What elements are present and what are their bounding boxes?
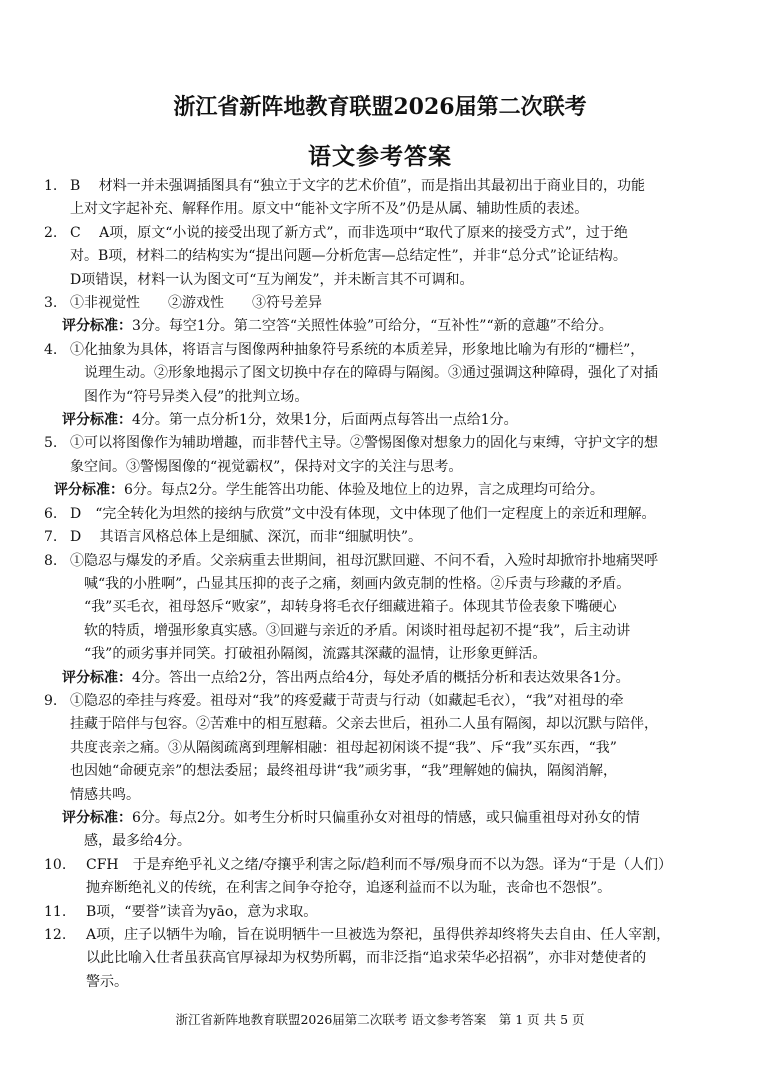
scoring-criteria bbox=[44, 479, 720, 502]
answer-item bbox=[44, 175, 720, 222]
answer-item bbox=[44, 339, 720, 409]
answer-line: 上对文字起补充、解释作用。原文中“能补文字所不及”仍是从属、辅助性质的表述。 bbox=[70, 201, 589, 218]
answer-line: ①可以将图像作为辅助增趣，而非替代主导。②警惕图像对想象力的固化与束缚，守护文字的想 bbox=[70, 435, 658, 452]
answer-line: ①隐忍的牵挂与疼爱。祖母对“我”的疼爱藏于苛责与行动（如藏起毛衣），“我”对祖母的牵 bbox=[70, 692, 624, 709]
answer-line: D “完全转化为坦然的接纳与欣赏”文中没有体现，文中体现了他们一定程度上的亲近和理解。 bbox=[70, 505, 656, 522]
answer-number: 4. bbox=[44, 341, 58, 358]
answer-item bbox=[44, 432, 720, 479]
answer-line: C A项，原文“小说的接受出现了新方式”，而非选项中“取代了原来的接受方式”，过于绝 bbox=[70, 224, 628, 241]
answer-item bbox=[44, 854, 720, 901]
scoring-criteria bbox=[44, 807, 720, 854]
answer-line: “我”买毛衣，祖母怒斥“败家”，却转身将毛衣仔细藏进箱子。体现其节俭表象下嘴硬心 bbox=[70, 599, 617, 616]
answer-number: 2. bbox=[44, 224, 58, 241]
scoring-text: 6分。每点2分。如考生分析时只偏重孙女对祖母的情感，或只偏重祖母对孙女的情 bbox=[132, 809, 640, 826]
answer-line: ①非视觉性 ②游戏性 ③符号差异 bbox=[70, 295, 322, 312]
scoring-criteria bbox=[44, 315, 720, 338]
answer-line: 象空间。③警惕图像的“视觉霸权”，保持对文字的关注与思考。 bbox=[70, 458, 463, 475]
scoring-text: 4分。答出一点给2分，答出两点给4分，每处矛盾的概括分析和表达效果各1分。 bbox=[132, 669, 630, 686]
answer-line: 图作为“符号异类入侵”的批判立场。 bbox=[70, 388, 309, 405]
answer-line bbox=[54, 479, 720, 502]
answer-item bbox=[44, 503, 720, 526]
scoring-label: 评分标准： bbox=[62, 809, 132, 826]
page-footer: 浙江省新阵地教育联盟2026届第二次联考 语文参考答案 第 1 页 共 5 页 bbox=[175, 1012, 585, 1027]
answer-line: B项，“要誉”读音为yāo，意为求取。 bbox=[86, 903, 318, 920]
scoring-label: 评分标准： bbox=[62, 318, 132, 335]
scoring-label: 评分标准： bbox=[62, 412, 132, 429]
scoring-label: 评分标准： bbox=[62, 669, 132, 686]
answer-line bbox=[62, 315, 720, 338]
answer-line: CFH 于是弃绝乎礼义之绪/夺攘乎利害之际/趋利而不辱/殒身而不以为怨。译为“于是（人们） bbox=[86, 856, 672, 873]
answer-number: 11. bbox=[44, 903, 67, 920]
answer-line: 也因她“命硬克亲”的想法委屈；最终祖母讲“我”顽劣事，“我”理解她的偏执，隔阂消解， bbox=[70, 763, 617, 780]
answer-number: 7. bbox=[44, 529, 58, 546]
answer-number: 9. bbox=[44, 692, 58, 709]
answer-line bbox=[62, 807, 720, 830]
answer-line: 喊“我的小胜啊”，凸显其压抑的丧子之痛，刻画内敛克制的性格。②斥责与珍藏的矛盾。 bbox=[70, 575, 631, 592]
answer-line: 以此比喻入仕者虽获高官厚禄却为权势所羁，而非泛指“追求荣华必招祸”，亦非对楚使者的 bbox=[86, 950, 647, 967]
doc-subtitle: 语文参考答案 bbox=[308, 143, 452, 170]
answer-line: D 其语言风格总体上是细腻、深沉，而非“细腻明快”。 bbox=[70, 529, 422, 546]
answer-list bbox=[44, 175, 720, 994]
answer-line: B 材料一并未强调插图具有“独立于文字的艺术价值”，而是指出其最初出于商业目的，功能 bbox=[70, 178, 646, 194]
answer-number: 8. bbox=[44, 552, 58, 569]
answer-line: 挂藏于陪伴与包容。②苦难中的相互慰藉。父亲去世后，祖孙二人虽有隔阂，却以沉默与陪伴， bbox=[70, 716, 658, 733]
answer-line: ①隐忍与爆发的矛盾。父亲病重去世期间，祖母沉默回避、不问不看，入殓时却掀帘扑地痛哭呼 bbox=[70, 552, 658, 569]
answer-line bbox=[62, 667, 720, 690]
answer-line: 软的特质，增强形象真实感。③回避与亲近的矛盾。闲谈时祖母起初不提“我”，后主动讲 bbox=[70, 622, 631, 639]
answer-number: 3. bbox=[44, 295, 58, 312]
answer-number: 6. bbox=[44, 505, 58, 522]
exam-title: 浙江省新阵地教育联盟2026届第二次联考 bbox=[173, 94, 587, 120]
answer-number: 12. bbox=[44, 927, 67, 943]
answer-number: 5. bbox=[44, 435, 58, 452]
answer-item bbox=[44, 690, 720, 807]
answer-line: 警示。 bbox=[86, 973, 128, 990]
answer-line: 对。B项，材料二的结构实为“提出问题—分析危害—总结定性”，并非“总分式”论证结构。 bbox=[70, 248, 627, 265]
scoring-text: 6分。每点2分。学生能答出功能、体验及地位上的边界，言之成理均可给分。 bbox=[124, 482, 604, 499]
answer-line: 抛弃断绝礼义的传统，在利害之间争夺抢夺，追逐利益而不以为耻，丧命也不怨恨”。 bbox=[86, 880, 612, 897]
answer-line bbox=[62, 409, 720, 432]
answer-line: D项错误，材料一认为图文可“互为阐发”，并未断言其不可调和。 bbox=[70, 271, 474, 288]
answer-item bbox=[44, 292, 720, 315]
answer-item bbox=[44, 222, 720, 292]
answer-item bbox=[44, 550, 720, 667]
scoring-text: 3分。每空1分。第二空答“关照性体验”可给分，“互补性”“新的意趣”不给分。 bbox=[132, 318, 613, 335]
answer-item bbox=[44, 901, 720, 924]
answer-line: “我”的顽劣事并同笑。打破祖孙隔阂，流露其深藏的温情，让形象更鲜活。 bbox=[70, 646, 547, 663]
answer-number: 1. bbox=[44, 178, 58, 194]
answer-line: 共度丧亲之痛。③从隔阂疏离到理解相融：祖母起初闲谈不提“我”、斥“我”买东西，“我” bbox=[70, 739, 617, 756]
scoring-criteria bbox=[44, 409, 720, 432]
answer-line: 情感共鸣。 bbox=[70, 786, 140, 803]
scoring-text: 4分。第一点分析1分，效果1分，后面两点每答出一点给1分。 bbox=[132, 412, 518, 429]
answer-line: ①化抽象为具体，将语言与图像两种抽象符号系统的本质差异，形象地比喻为有形的“栅栏”， bbox=[70, 341, 645, 358]
answer-item bbox=[44, 924, 720, 994]
scoring-label: 评分标准： bbox=[54, 482, 124, 499]
answer-line: A项，庄子以牺牛为喻，旨在说明牺牛一旦被选为祭祀，虽得供养却终将失去自由、任人宰割， bbox=[86, 927, 671, 943]
answer-item bbox=[44, 526, 720, 549]
answer-line: 感，最多给4分。 bbox=[84, 833, 191, 850]
scoring-criteria bbox=[44, 667, 720, 690]
answer-line: 说理生动。②形象地揭示了图文切换中存在的障碍与隔阂。③通过强调这种障碍，强化了对插 bbox=[70, 365, 658, 382]
answer-number: 10. bbox=[44, 856, 67, 873]
